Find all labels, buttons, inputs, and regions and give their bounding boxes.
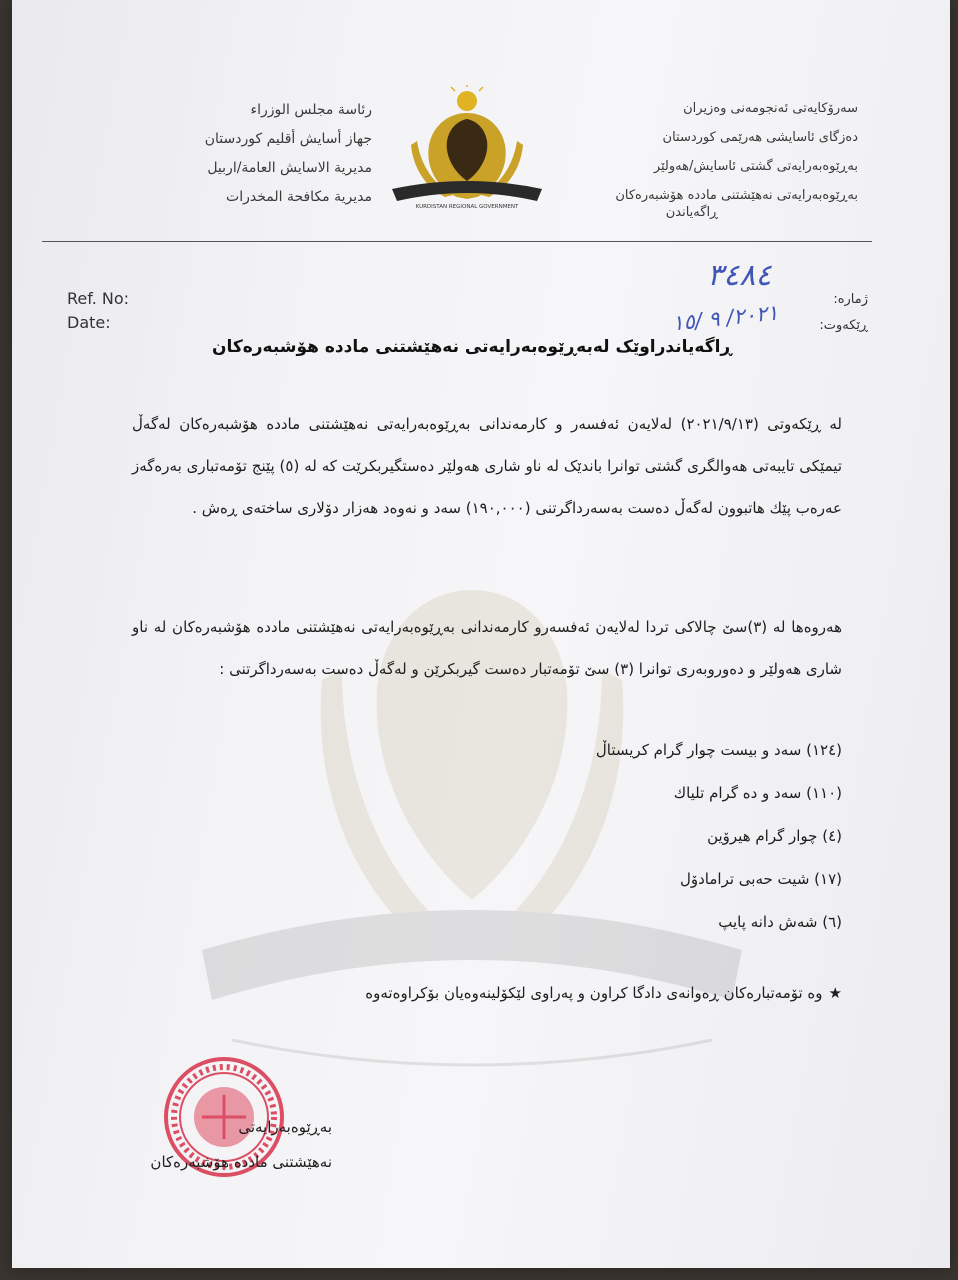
list-item: (٦) شەش دانە پایپ [718, 913, 842, 931]
signature-line: بەڕێوەبەرایەتی [238, 1118, 332, 1136]
header-kurdish-line: بەڕێوەبەرایەتی گشتی ئاسایش/هەولێر [653, 159, 858, 174]
header-kurdish [548, 94, 858, 221]
ref-no-label-ku: ژمارە: [833, 292, 868, 307]
krg-emblem-icon [387, 85, 547, 210]
header-kurdish-line: ڕاگەیاندن [665, 205, 718, 220]
document-page [12, 0, 950, 1268]
header-arabic-line: جهاز أسايش أقليم كوردستان [204, 131, 372, 147]
reference-english [67, 287, 129, 335]
signature-line: نەهێشتنی مادده هۆشبەرەکان [150, 1153, 332, 1171]
paragraph-1: لە ڕێکەوتی (٢٠٢١/٩/١٣) لەلایەن ئەفسەر و کارمەندانی بەڕێوەبەرایەتی نەهێشتنی مادده هۆشبەرەکان لەگەڵ تیمێکی تایبەتی هەوالگری گشتی توانرا باندێک لە ناو شاری هەولێر دەستگیربکرێت کە لە (٥) پێنج تۆمەتباری بەرەگەز عەرەب پێك هاتبوون لەگەڵ دەست بەسەرداگرتنی (١٩٠,٠٠٠) سەد و نەوەد هەزار دۆلاری ساختەی ڕەش . [132, 415, 843, 517]
list-item: (١٧) شیت حەبی ترامادۆل [679, 870, 842, 888]
header-kurdish-line: دەزگای ئاسایشی هەرێمی کوردستان [662, 130, 858, 145]
header-divider [42, 241, 872, 242]
handwritten-ref-number: ٣٤٨٤ [707, 258, 772, 293]
seized-items-list [412, 729, 842, 944]
list-item: (١١٠) سەد و دە گرام تلیاك [673, 784, 842, 802]
header-arabic [52, 96, 372, 212]
header-kurdish-line: سەرۆکایەتی ئەنجومەنی وەزیران [683, 101, 858, 116]
ref-no-label: Ref. No: [67, 289, 130, 308]
list-item: (١٢٤) سەد و بیست چوار گرام کریستاڵ [595, 741, 842, 759]
document-title: ڕاگەیاندراوێک لەبەڕێوەبەرایەتی نەهێشتنی مادده هۆشبەرەکان [211, 337, 732, 357]
date-label-ku: ڕێکەوت: [819, 318, 868, 333]
header-kurdish-line: بەڕێوەبەرایەتی نەهێشتنی مادده هۆشبەرەکان [615, 188, 858, 203]
signature-block [92, 1110, 332, 1180]
closing-note [172, 984, 842, 1002]
handwritten-date: ١٥/ ٩ /٢٠٢١ [671, 300, 780, 336]
emblem-caption: KURDISTAN REGIONAL GOVERNMENT [415, 204, 519, 210]
closing-note-text: وە تۆمەتبارەکان ڕەوانەی دادگا کراون و پەراوی لێکۆلینەوەیان بۆکراوەتەوە [365, 984, 823, 1002]
list-item: (٤) چوار گرام هیرۆین [707, 827, 842, 845]
header-arabic-line: مديرية الاسايش العامة/اربيل [207, 160, 372, 176]
star-icon: ★ [828, 984, 842, 1002]
header-arabic-line: رئاسة مجلس الوزراء [250, 102, 372, 118]
paragraph-2: هەروەها لە (٣)سێ چالاکی تردا لەلایەن ئەفسەرو کارمەندانی بەڕێوەبەرایەتی نەهێشتنی مادده هۆشبەرەکان لە ناو شاری هەولێر و دەوروبەری توانرا (٣) سێ تۆمەتبار دەست گیربکرێن و لەگەڵ دەست بەسەرداگرتنی : [132, 618, 842, 678]
header-arabic-line: مديرية مكافحة المخدرات [226, 189, 372, 205]
reference-kurdish [798, 287, 868, 339]
date-label: Date: [67, 313, 111, 332]
